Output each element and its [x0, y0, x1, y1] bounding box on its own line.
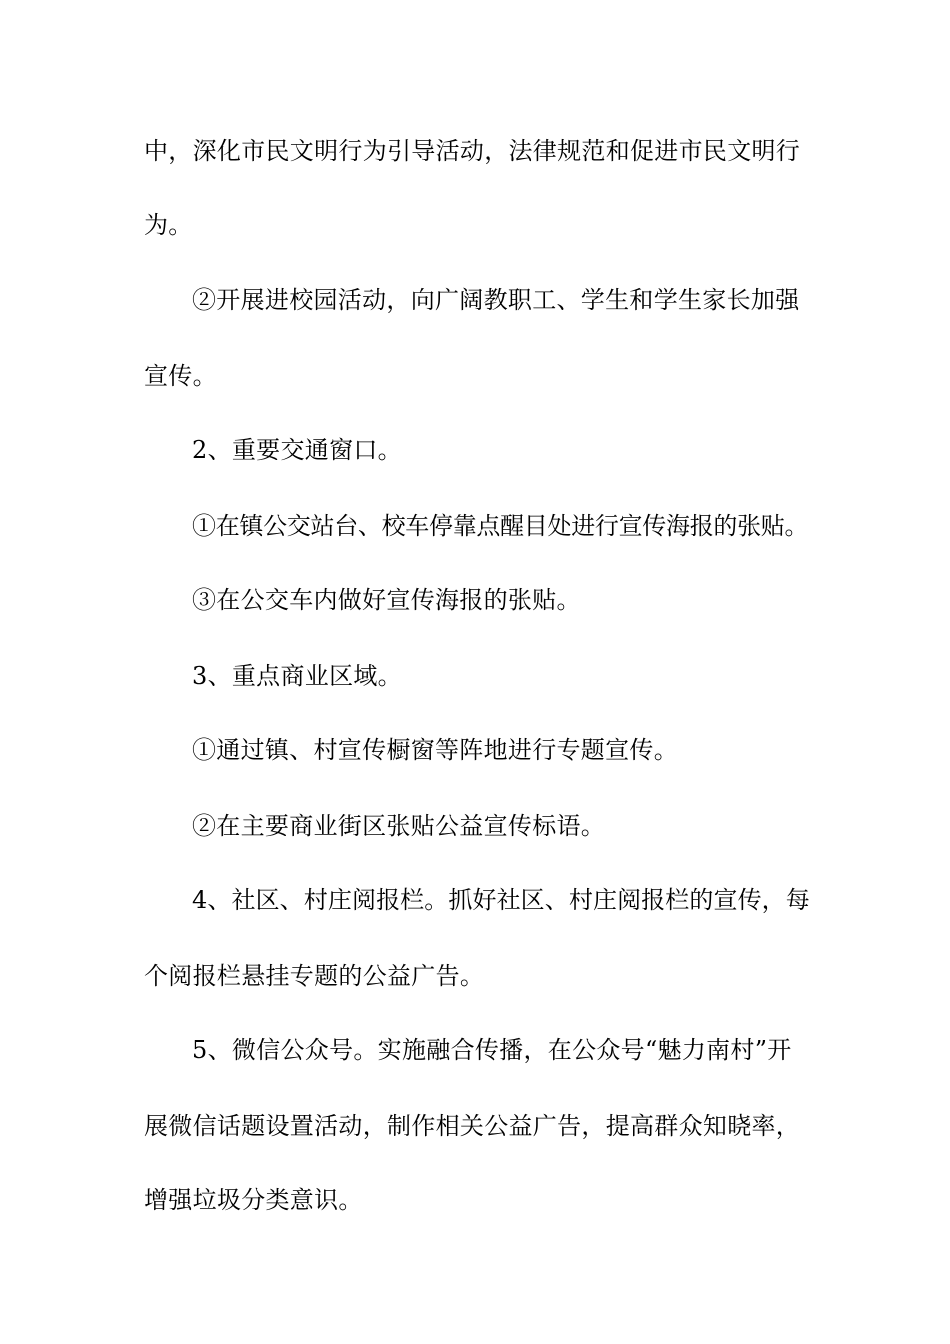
- paragraph-line: ②开展进校园活动，向广阔教职工、学生和学生家长加强: [192, 286, 800, 314]
- section-heading-4: 4、社区、村庄阅报栏。抓好社区、村庄阅报栏的宣传，每: [192, 886, 810, 914]
- section-heading-3: 3、重点商业区域。: [192, 662, 402, 690]
- paragraph-line: ①在镇公交站台、校车停靠点醒目处进行宣传海报的张贴。: [192, 512, 809, 540]
- paragraph-line: ①通过镇、村宣传橱窗等阵地进行专题宣传。: [192, 736, 678, 764]
- paragraph-line: 中，深化市民文明行为引导活动，法律规范和促进市民文明行: [144, 137, 801, 165]
- section-heading-2: 2、重要交通窗口。: [192, 436, 402, 464]
- paragraph-line: ③在公交车内做好宣传海报的张贴。: [192, 586, 581, 614]
- paragraph-line: 增强垃圾分类意识。: [144, 1186, 363, 1214]
- paragraph-line: 为。: [144, 211, 193, 239]
- paragraph-line: 个阅报栏悬挂专题的公益广告。: [144, 962, 485, 990]
- section-heading-5: 5、微信公众号。实施融合传播，在公众号“魅力南村”开: [192, 1036, 792, 1064]
- paragraph-line: 展微信话题设置活动，制作相关公益广告，提高群众知晓率，: [144, 1112, 801, 1140]
- paragraph-line: 宣传。: [144, 362, 217, 390]
- paragraph-line: ②在主要商业街区张贴公益宣传标语。: [192, 812, 606, 840]
